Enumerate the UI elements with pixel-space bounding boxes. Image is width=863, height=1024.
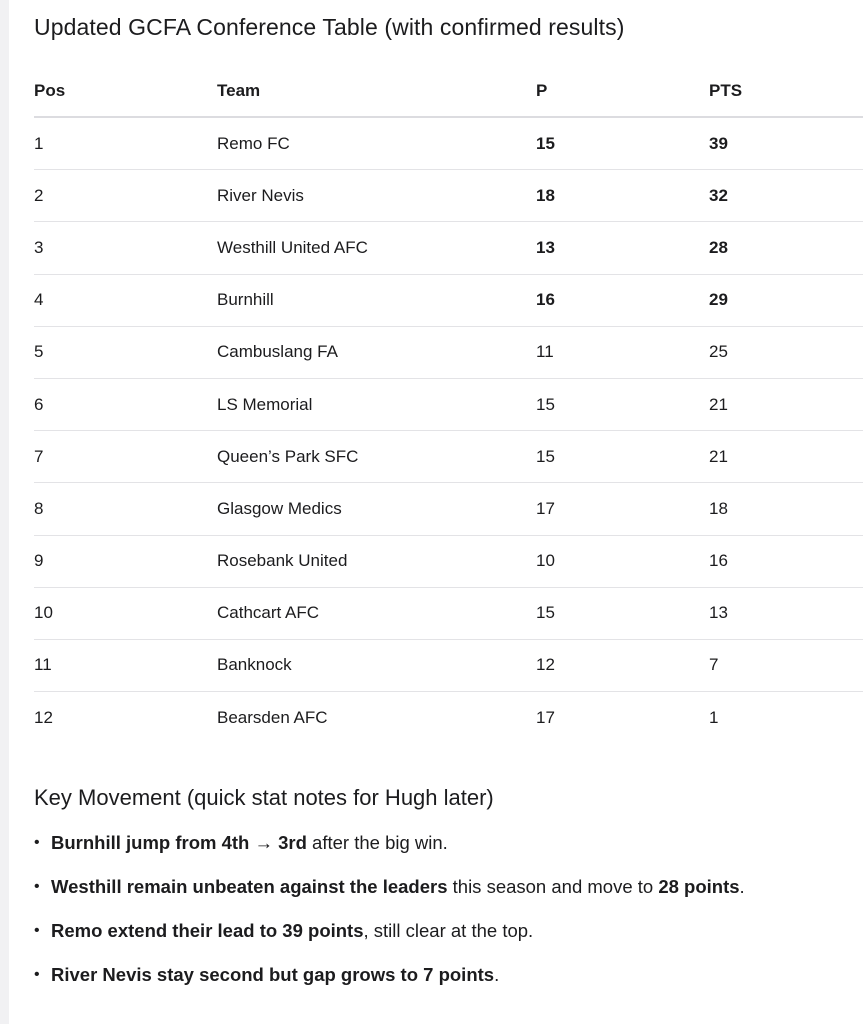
cell-team: Queen’s Park SFC xyxy=(217,446,359,466)
note-emphasis: Westhill remain unbeaten against the leaders xyxy=(51,876,448,897)
cell-pos: 10 xyxy=(34,603,53,623)
cell-team: Cathcart AFC xyxy=(217,603,320,623)
note-item xyxy=(34,960,863,1004)
note-item xyxy=(34,916,863,960)
cell-team: Remo FC xyxy=(217,133,290,153)
cell-points: 25 xyxy=(709,342,728,362)
cell-points: 7 xyxy=(709,655,719,675)
cell-team: Rosebank United xyxy=(217,551,348,571)
table-header xyxy=(34,66,863,118)
cell-pos: 2 xyxy=(34,185,44,205)
note-emphasis: Remo extend their lead to 39 points xyxy=(51,920,364,941)
note-item xyxy=(34,872,863,916)
cell-team: LS Memorial xyxy=(217,394,313,414)
cell-played: 13 xyxy=(536,237,555,257)
header-points: PTS xyxy=(709,81,743,100)
cell-team: Bearsden AFC xyxy=(217,708,328,728)
cell-team: Cambuslang FA xyxy=(217,342,338,362)
cell-team: Burnhill xyxy=(217,290,274,310)
cell-played: 12 xyxy=(536,655,555,675)
cell-team: River Nevis xyxy=(217,185,304,205)
table-row xyxy=(34,692,863,744)
bullet-icon: • xyxy=(34,834,40,851)
note-text: after the big win. xyxy=(306,832,448,853)
note-text: , still clear at the top. xyxy=(363,920,534,941)
table-row xyxy=(34,222,863,274)
cell-points: 32 xyxy=(709,185,728,205)
note-text: . xyxy=(494,964,500,985)
cell-played: 16 xyxy=(536,290,555,310)
cell-played: 15 xyxy=(536,394,555,414)
table-row xyxy=(34,431,863,483)
cell-points: 21 xyxy=(709,446,728,466)
page-edge xyxy=(0,0,9,1024)
note-emphasis: River Nevis stay second but gap grows to 7 points xyxy=(51,964,495,985)
bullet-icon: • xyxy=(34,966,40,983)
note-emphasis: 28 points xyxy=(658,876,740,897)
cell-played: 10 xyxy=(536,551,555,571)
table-row xyxy=(34,379,863,431)
cell-points: 28 xyxy=(709,237,728,257)
cell-points: 29 xyxy=(709,290,728,310)
cell-played: 18 xyxy=(536,185,555,205)
cell-team: Westhill United AFC xyxy=(217,237,368,257)
table-row xyxy=(34,327,863,379)
table-row xyxy=(34,588,863,640)
cell-points: 39 xyxy=(709,133,728,153)
table-row xyxy=(34,118,863,170)
cell-played: 15 xyxy=(536,603,555,623)
note-item xyxy=(34,828,863,872)
cell-pos: 3 xyxy=(34,237,44,257)
cell-played: 17 xyxy=(536,498,555,518)
cell-points: 18 xyxy=(709,498,728,518)
cell-pos: 6 xyxy=(34,394,44,414)
cell-played: 15 xyxy=(536,446,555,466)
header-pos: Pos xyxy=(34,81,66,100)
header-team: Team xyxy=(217,81,261,100)
note-text: . xyxy=(739,876,745,897)
table-row xyxy=(34,170,863,222)
table-row xyxy=(34,483,863,535)
cell-points: 21 xyxy=(709,394,728,414)
cell-pos: 8 xyxy=(34,498,44,518)
cell-points: 13 xyxy=(709,603,728,623)
bullet-icon: • xyxy=(34,878,40,895)
standings-table xyxy=(34,66,863,744)
table-row xyxy=(34,640,863,692)
cell-points: 16 xyxy=(709,551,728,571)
cell-team: Glasgow Medics xyxy=(217,498,342,518)
cell-played: 15 xyxy=(536,133,555,153)
key-movement-title: Key Movement (quick stat notes for Hugh later) xyxy=(34,785,494,810)
cell-pos: 5 xyxy=(34,342,44,362)
header-played: P xyxy=(536,81,548,100)
cell-points: 1 xyxy=(709,708,719,728)
table-body xyxy=(34,118,863,744)
cell-pos: 12 xyxy=(34,708,53,728)
cell-pos: 7 xyxy=(34,446,44,466)
note-text: this season and move to xyxy=(447,876,659,897)
cell-played: 11 xyxy=(536,342,554,362)
cell-pos: 1 xyxy=(34,133,44,153)
cell-team: Banknock xyxy=(217,655,292,675)
note-emphasis: Burnhill jump from 4th → 3rd xyxy=(51,832,307,853)
table-row xyxy=(34,275,863,327)
cell-played: 17 xyxy=(536,708,555,728)
cell-pos: 9 xyxy=(34,551,44,571)
cell-pos: 11 xyxy=(34,655,52,675)
key-movement-list xyxy=(34,828,863,1004)
page-title: Updated GCFA Conference Table (with confirmed results) xyxy=(34,14,625,40)
cell-pos: 4 xyxy=(34,290,44,310)
bullet-icon: • xyxy=(34,922,40,939)
table-row xyxy=(34,536,863,588)
